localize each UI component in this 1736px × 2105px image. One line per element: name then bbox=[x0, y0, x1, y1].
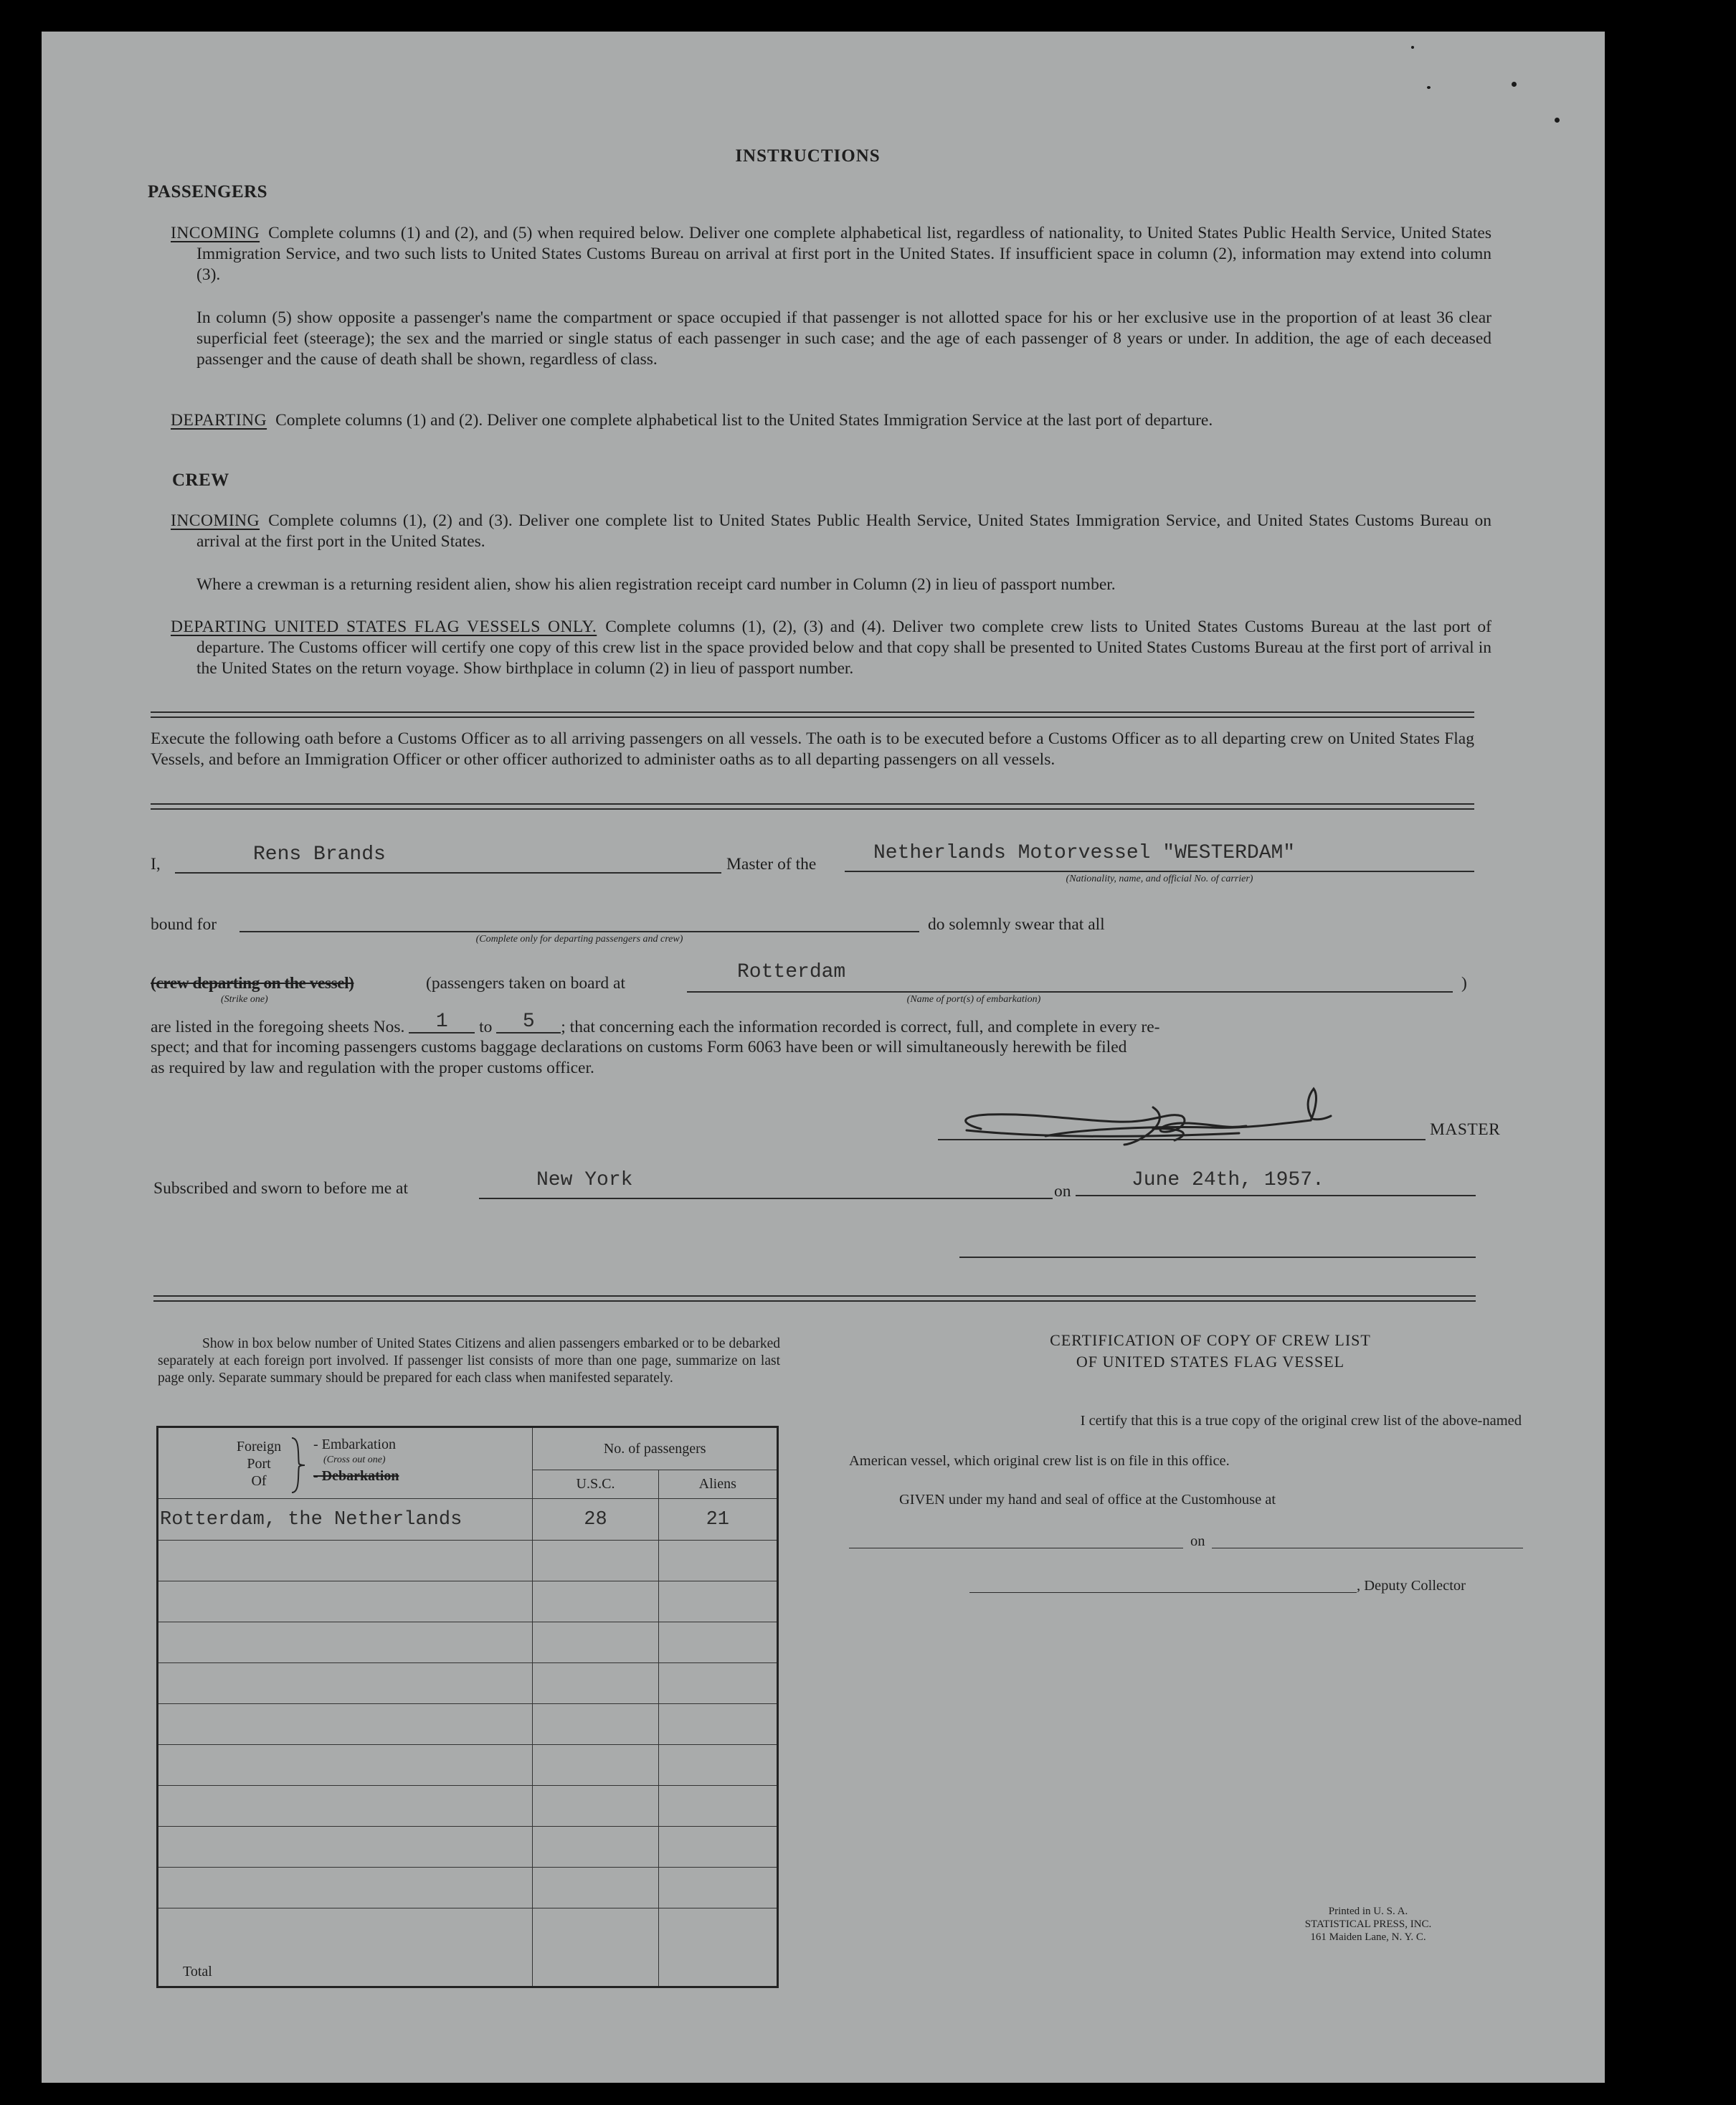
master-signature bbox=[938, 1079, 1382, 1158]
bound-for-label: bound for bbox=[151, 915, 217, 934]
row-aliens bbox=[658, 1704, 777, 1745]
pass-incoming-text: Complete columns (1) and (2), and (5) when required below. Deliver one complete alphabetical list, regardless of nationality, to United States Public Health Service, United States Immigration Service, and two such lists to United States Customs Bureau on arrival at first port in the United States. If insufficient space in column (2), information may extend into column (3). bbox=[196, 224, 1491, 284]
sheet-from-field bbox=[409, 1011, 475, 1033]
foreign-label: Foreign bbox=[236, 1439, 282, 1454]
officer-signature-line bbox=[959, 1257, 1476, 1258]
row-aliens: 21 bbox=[658, 1499, 777, 1541]
swear-text: do solemnly swear that all bbox=[928, 915, 1105, 934]
table-row bbox=[158, 1541, 778, 1581]
crew-resident-paragraph: Where a crewman is a returning resident alien, show his alien registration receipt card number in Column (2) in lieu of passport number. bbox=[196, 575, 1116, 594]
row-usc bbox=[533, 1745, 658, 1786]
master-signature-line bbox=[938, 1139, 1426, 1140]
port-embarkation: Rotterdam bbox=[737, 961, 846, 983]
row-usc bbox=[533, 1704, 658, 1745]
row-port bbox=[158, 1868, 533, 1908]
row-usc bbox=[533, 1868, 658, 1908]
certification-title-line2: OF UNITED STATES FLAG VESSEL bbox=[1076, 1353, 1345, 1371]
deputy-collector-label: , Deputy Collector bbox=[1357, 1578, 1466, 1594]
row-port bbox=[158, 1663, 533, 1704]
certification-on-label: on bbox=[1190, 1533, 1205, 1549]
master-of-label: Master of the bbox=[726, 855, 817, 874]
embarkation-label: - Embarkation bbox=[313, 1437, 396, 1452]
to-label: to bbox=[479, 1018, 493, 1036]
master-name-line bbox=[175, 872, 721, 874]
port-line bbox=[687, 991, 1453, 993]
debarkation-label: - Debarkation bbox=[313, 1468, 399, 1484]
row-aliens bbox=[658, 1581, 777, 1622]
row-usc bbox=[533, 1541, 658, 1581]
aliens-header: Aliens bbox=[658, 1470, 777, 1499]
total-aliens bbox=[658, 1908, 777, 1987]
brace-icon bbox=[289, 1437, 308, 1494]
sheet-to-field bbox=[496, 1011, 561, 1033]
row-aliens bbox=[658, 1541, 777, 1581]
sworn-place-line bbox=[479, 1198, 1053, 1199]
vessel-name: Netherlands Motorvessel "WESTERDAM" bbox=[873, 842, 1296, 864]
speck bbox=[1512, 82, 1517, 87]
row-aliens bbox=[658, 1786, 777, 1827]
sworn-place: New York bbox=[536, 1169, 633, 1191]
master-label: MASTER bbox=[1430, 1120, 1501, 1139]
master-name: Rens Brands bbox=[253, 843, 386, 866]
oath-i-label: I, bbox=[151, 855, 161, 874]
sworn-date: June 24th, 1957. bbox=[1132, 1169, 1324, 1191]
printer-line1: Printed in U. S. A. bbox=[1328, 1906, 1408, 1917]
certification-text1: I certify that this is a true copy of the original crew list of the above-named bbox=[1080, 1413, 1522, 1429]
crew-heading: CREW bbox=[172, 470, 229, 490]
row-usc bbox=[533, 1827, 658, 1868]
pass-departing-text: Complete columns (1) and (2). Deliver one complete alphabetical list to the United States Immigration Service at the last port of departure. bbox=[275, 411, 1213, 430]
row-port bbox=[158, 1541, 533, 1581]
row-usc bbox=[533, 1622, 658, 1663]
row-port bbox=[158, 1786, 533, 1827]
cross-out-label: (Cross out one) bbox=[323, 1454, 386, 1465]
certification-text3: GIVEN under my hand and seal of office at the Customhouse at bbox=[899, 1492, 1276, 1508]
crew-incoming-label: INCOMING bbox=[171, 511, 260, 530]
crew-incoming-text: Complete columns (1), (2) and (3). Deliver one complete list to United States Public Health Service, United States Immigration Service, and United States Customs Bureau on arrival at the first port in the United States. bbox=[196, 511, 1491, 551]
certification-title bbox=[959, 1330, 1461, 1373]
form-page bbox=[42, 32, 1605, 2083]
divider bbox=[151, 711, 1474, 718]
row-usc bbox=[533, 1581, 658, 1622]
table-row bbox=[158, 1868, 778, 1908]
vessel-line bbox=[845, 871, 1474, 872]
crew-departing-text: Complete columns (1), (2), (3) and (4). Deliver two complete crew lists to United States Customs Bureau at the last port of departure. The Customs officer will certify one copy of this crew list in the space provided below and that copy shall be presented to United States Customs Bureau at the first port of arrival in the United States on the return voyage. Show birthplace in column (2) in lieu of passport number. bbox=[196, 618, 1491, 678]
pass-departing-label: DEPARTING bbox=[171, 411, 267, 430]
row-aliens bbox=[658, 1868, 777, 1908]
pass-column5-paragraph: In column (5) show opposite a passenger's name the compartment or space occupied if that passenger is not allotted space for his or her exclusive use in the proportion of at least 36 clear superficial feet (steerage); the sex and the married or single status of each passenger in such case; and the age of each passenger of 8 years or under. In addition, the age of each deceased passenger and the cause of death shall be shown, regardless of class. bbox=[196, 308, 1491, 369]
table-row bbox=[158, 1786, 778, 1827]
table-row bbox=[158, 1622, 778, 1663]
strike-caption: (Strike one) bbox=[221, 994, 268, 1005]
row-port bbox=[158, 1581, 533, 1622]
row-usc bbox=[533, 1663, 658, 1704]
speck bbox=[1427, 86, 1431, 89]
listed-paragraph bbox=[151, 1011, 1474, 1039]
table-row bbox=[158, 1827, 778, 1868]
table-row bbox=[158, 1704, 778, 1745]
table-row bbox=[158, 1745, 778, 1786]
row-aliens bbox=[658, 1745, 777, 1786]
pass-incoming-paragraph bbox=[171, 223, 1491, 285]
row-aliens bbox=[658, 1827, 777, 1868]
subscribed-label: Subscribed and sworn to before me at bbox=[153, 1179, 409, 1198]
pass-departing-paragraph bbox=[171, 410, 1491, 431]
table-row bbox=[158, 1663, 778, 1704]
pass-incoming-label: INCOMING bbox=[171, 224, 260, 242]
row-port bbox=[158, 1745, 533, 1786]
crew-departing-paragraph bbox=[171, 617, 1491, 679]
certification-title-line1: CERTIFICATION OF COPY OF CREW LIST bbox=[1050, 1331, 1371, 1349]
total-label: Total bbox=[158, 1908, 533, 1987]
bound-for-line bbox=[239, 931, 919, 932]
foreign-port-header bbox=[158, 1427, 533, 1499]
of-label: Of bbox=[251, 1473, 267, 1489]
passenger-summary-table bbox=[156, 1426, 779, 1988]
table-row bbox=[158, 1581, 778, 1622]
bound-for-caption: (Complete only for departing passengers and crew) bbox=[475, 934, 683, 945]
listed-rest: ; that concerning each the information recorded is correct, full, and complete in every re- bbox=[561, 1018, 1160, 1036]
crew-departing-label: DEPARTING UNITED STATES FLAG VESSELS ONLY. bbox=[171, 618, 597, 636]
listed-line3: as required by law and regulation with the proper customs officer. bbox=[151, 1059, 594, 1077]
sheet-from: 1 bbox=[435, 1011, 448, 1033]
sworn-on-label: on bbox=[1054, 1182, 1071, 1201]
oath-instructions: Execute the following oath before a Customs Officer as to all arriving passengers on all vessels. The oath is to be executed before a Customs Officer as to all departing crew on United States Flag Vessels, and before an Immigration Officer or other officer authorized to administer oaths as to all departing passengers on all vessels. bbox=[151, 729, 1474, 769]
total-usc bbox=[533, 1908, 658, 1987]
certification-text2: American vessel, which original crew list is on file in this office. bbox=[849, 1453, 1230, 1469]
listed-text: are listed in the foregoing sheets Nos. bbox=[151, 1018, 405, 1036]
table-row bbox=[158, 1499, 778, 1541]
speck bbox=[1411, 46, 1414, 49]
listed-line2: spect; and that for incoming passengers customs baggage declarations on customs Form 6063 have been or will simultaneously herewith be filed bbox=[151, 1038, 1127, 1056]
row-port bbox=[158, 1704, 533, 1745]
crew-incoming-paragraph bbox=[171, 511, 1491, 552]
no-of-passengers-header: No. of passengers bbox=[533, 1427, 778, 1470]
close-paren: ) bbox=[1461, 974, 1467, 993]
row-aliens bbox=[658, 1622, 777, 1663]
printer-imprint bbox=[1246, 1905, 1490, 1944]
passengers-heading: PASSENGERS bbox=[148, 182, 268, 202]
vessel-caption: (Nationality, name, and official No. of carrier) bbox=[1066, 874, 1253, 884]
instructions-title: INSTRUCTIONS bbox=[735, 146, 881, 166]
summary-instructions: Show in box below number of United States Citizens and alien passengers embarked or to be debarked separately at each foreign port involved. If passenger list consists of more than one page, summarize on last page only. Separate summary should be prepared for each class when manifested separately. bbox=[158, 1336, 780, 1386]
row-port bbox=[158, 1827, 533, 1868]
usc-header: U.S.C. bbox=[533, 1470, 658, 1499]
divider bbox=[153, 1295, 1476, 1302]
divider bbox=[151, 803, 1474, 810]
sheet-to: 5 bbox=[522, 1011, 535, 1033]
printer-line3: 161 Maiden Lane, N. Y. C. bbox=[1310, 1931, 1426, 1943]
row-aliens bbox=[658, 1663, 777, 1704]
deputy-signature-line bbox=[969, 1592, 1357, 1593]
sworn-date-line bbox=[1076, 1195, 1476, 1196]
port-caption: (Name of port(s) of embarkation) bbox=[906, 994, 1041, 1005]
row-port: Rotterdam, the Netherlands bbox=[158, 1499, 533, 1541]
total-row bbox=[158, 1908, 778, 1987]
passengers-text: (passengers taken on board at bbox=[426, 974, 625, 993]
strike-text: (crew departing on the vessel) bbox=[151, 974, 354, 993]
printer-line2: STATISTICAL PRESS, INC. bbox=[1304, 1919, 1432, 1930]
row-usc: 28 bbox=[533, 1499, 658, 1541]
speck bbox=[1555, 118, 1560, 123]
port-label: Port bbox=[247, 1456, 271, 1472]
row-usc bbox=[533, 1786, 658, 1827]
row-port bbox=[158, 1622, 533, 1663]
